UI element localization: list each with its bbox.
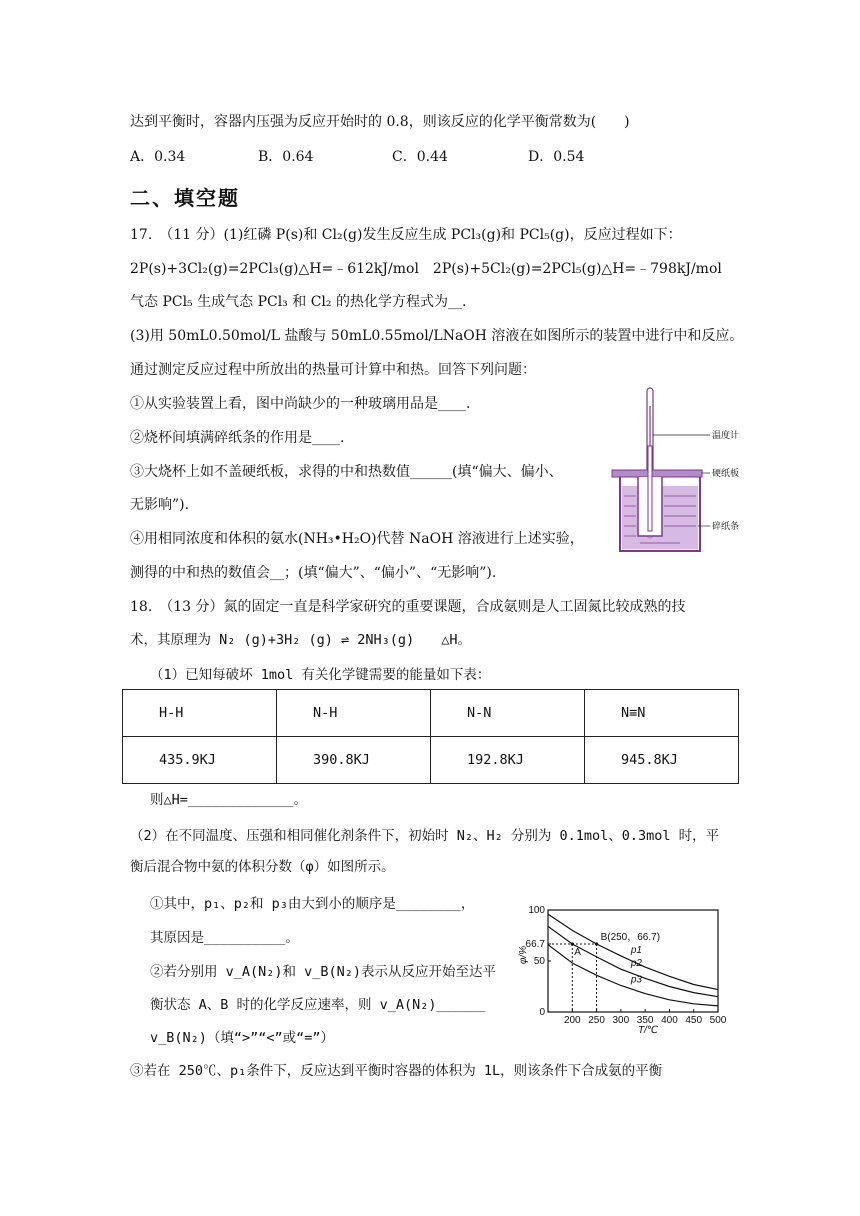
intro-line: 达到平衡时，容器内压强为反应开始时的 0.8，则该反应的化学平衡常数为( ) — [130, 114, 630, 130]
x-tick-label: 300 — [612, 1015, 630, 1026]
table-cell: 192.8KJ — [431, 737, 585, 784]
y-axis-label: φ/% — [518, 945, 529, 965]
point-b — [595, 942, 598, 945]
q17-line: 2P(s)+3Cl₂(g)=2PCl₃(g)△H=﹣612kJ/mol 2P(s)+5Cl₂(g)=2PCl₅(g)△H=﹣798kJ/mol — [130, 261, 722, 277]
x-tick-label: 250 — [588, 1015, 605, 1026]
q17-line: ④用相同浓度和体积的氨水(NH₃•H₂O)代替 NaOH 溶液进行上述实验， — [130, 531, 584, 547]
q17-line: 通过测定反应过程中所放出的热量可计算中和热。回答下列问题： — [130, 362, 536, 378]
table-header-cell: N-N — [431, 690, 585, 737]
option-b[interactable]: B．0.64 — [258, 149, 314, 165]
x-tick-label: 200 — [563, 1015, 581, 1026]
series-label-p2: p2 — [630, 958, 642, 970]
label-paper-strips: 碎纸条 — [712, 522, 740, 532]
q18-line: 术，其原理为 N₂ (g)+3H₂ (g) ⇌ 2NH₃(g) △H。 — [130, 632, 471, 648]
table-row — [123, 737, 739, 784]
label-cardboard: 硬纸板 — [712, 469, 740, 479]
q18-line: （2）在不同温度、压强和相同催化剂条件下，初始时 N₂、H₂ 分别为 0.1mol、0.3mol 时，平 — [130, 828, 720, 844]
point-a — [571, 942, 574, 945]
option-c[interactable]: C．0.44 — [392, 149, 448, 165]
table-header-cell: H-H — [123, 690, 277, 737]
q17-line: (3)用 50mL0.50mol/L 盐酸与 50mL0.55mol/LNaOH 溶液在如图所示的装置中进行中和反应。 — [130, 328, 744, 344]
q17-line: ①从实验装置上看，图中尚缺少的一种玻璃用品是____. — [130, 396, 471, 412]
q18-line: ③若在 250℃、p₁条件下，反应达到平衡时容器的体积为 1L，则该条件下合成氨的平衡 — [130, 1063, 663, 1079]
ammonia-fraction-chart — [518, 900, 740, 1036]
x-axis-label: T/℃ — [637, 1025, 659, 1036]
table-cell: 390.8KJ — [277, 737, 431, 784]
q18-line: ②若分别用 v_A(N₂)和 v_B(N₂)表示从反应开始至达平 — [150, 964, 497, 980]
table-header-cell: N≡N — [585, 690, 739, 737]
y-tick-label: 0 — [539, 1007, 545, 1018]
y-tick-label: 100 — [528, 905, 545, 916]
q17-line: 17. （11 分）(1)红磷 P(s)和 Cl₂(g)发生反应生成 PCl₃(g)和 PCl₅(g)，反应过程如下： — [130, 227, 682, 243]
table-header-cell: N-H — [277, 690, 431, 737]
q17-line: ③大烧杯上如不盖硬纸板，求得的中和热数值______(填“偏大、偏小、 — [130, 464, 563, 480]
q18-line: 则△H=_____________。 — [150, 792, 308, 808]
series-label-p1: p1 — [630, 944, 642, 956]
x-tick-label: 350 — [636, 1015, 654, 1026]
x-tick-label: 500 — [709, 1015, 727, 1026]
table-cell: 945.8KJ — [585, 737, 739, 784]
y-tick-label: 66.7 — [525, 938, 545, 950]
q18-line: v_B(N₂)（填“>”“<”或“=”） — [150, 1030, 335, 1046]
q18-line: ①其中，p₁、p₂和 p₃由大到小的顺序是________， — [150, 896, 475, 912]
q18-line: 衡状态 A、B 时的化学反应速率，则 v_A(N₂)______ — [150, 997, 486, 1013]
series-label-p3: p3 — [630, 974, 642, 986]
x-tick-label: 450 — [685, 1015, 703, 1026]
q17-line: 测得的中和热的数值会__；(填“偏大”、“偏小”、“无影响”). — [130, 565, 497, 581]
x-tick-label: 400 — [661, 1015, 678, 1026]
table-cell: 435.9KJ — [123, 737, 277, 784]
q17-line: ②烧杯间填满碎纸条的作用是____. — [130, 430, 345, 446]
y-tick-label: 50 — [533, 956, 545, 967]
section-title: 二、填空题 — [130, 186, 240, 210]
calorimeter-figure — [600, 386, 750, 556]
q17-line: 无影响”). — [130, 497, 190, 513]
annotation-b: B(250，66.7) — [600, 931, 661, 943]
option-d[interactable]: D．0.54 — [528, 149, 585, 165]
label-thermometer: 温度计 — [712, 431, 740, 441]
annotation-a: A — [574, 946, 581, 958]
option-a[interactable]: A．0.34 — [130, 149, 186, 165]
q17-line: 气态 PCl₅ 生成气态 PCl₃ 和 Cl₂ 的热化学方程式为__. — [130, 294, 467, 310]
q18-line: （1）已知每破坏 1mol 有关化学键需要的能量如下表： — [150, 667, 491, 683]
cardboard-icon — [612, 470, 702, 477]
bond-energy-table — [122, 689, 739, 784]
q18-line: 衡后混合物中氨的体积分数（φ）如图所示。 — [130, 859, 395, 875]
q18-line: 18. （13 分）氮的固定一直是科学家研究的重要课题，合成氨则是人工固氮比较成熟的技 — [130, 599, 686, 615]
q18-line: 其原因是__________。 — [150, 930, 299, 946]
table-row — [123, 690, 739, 737]
